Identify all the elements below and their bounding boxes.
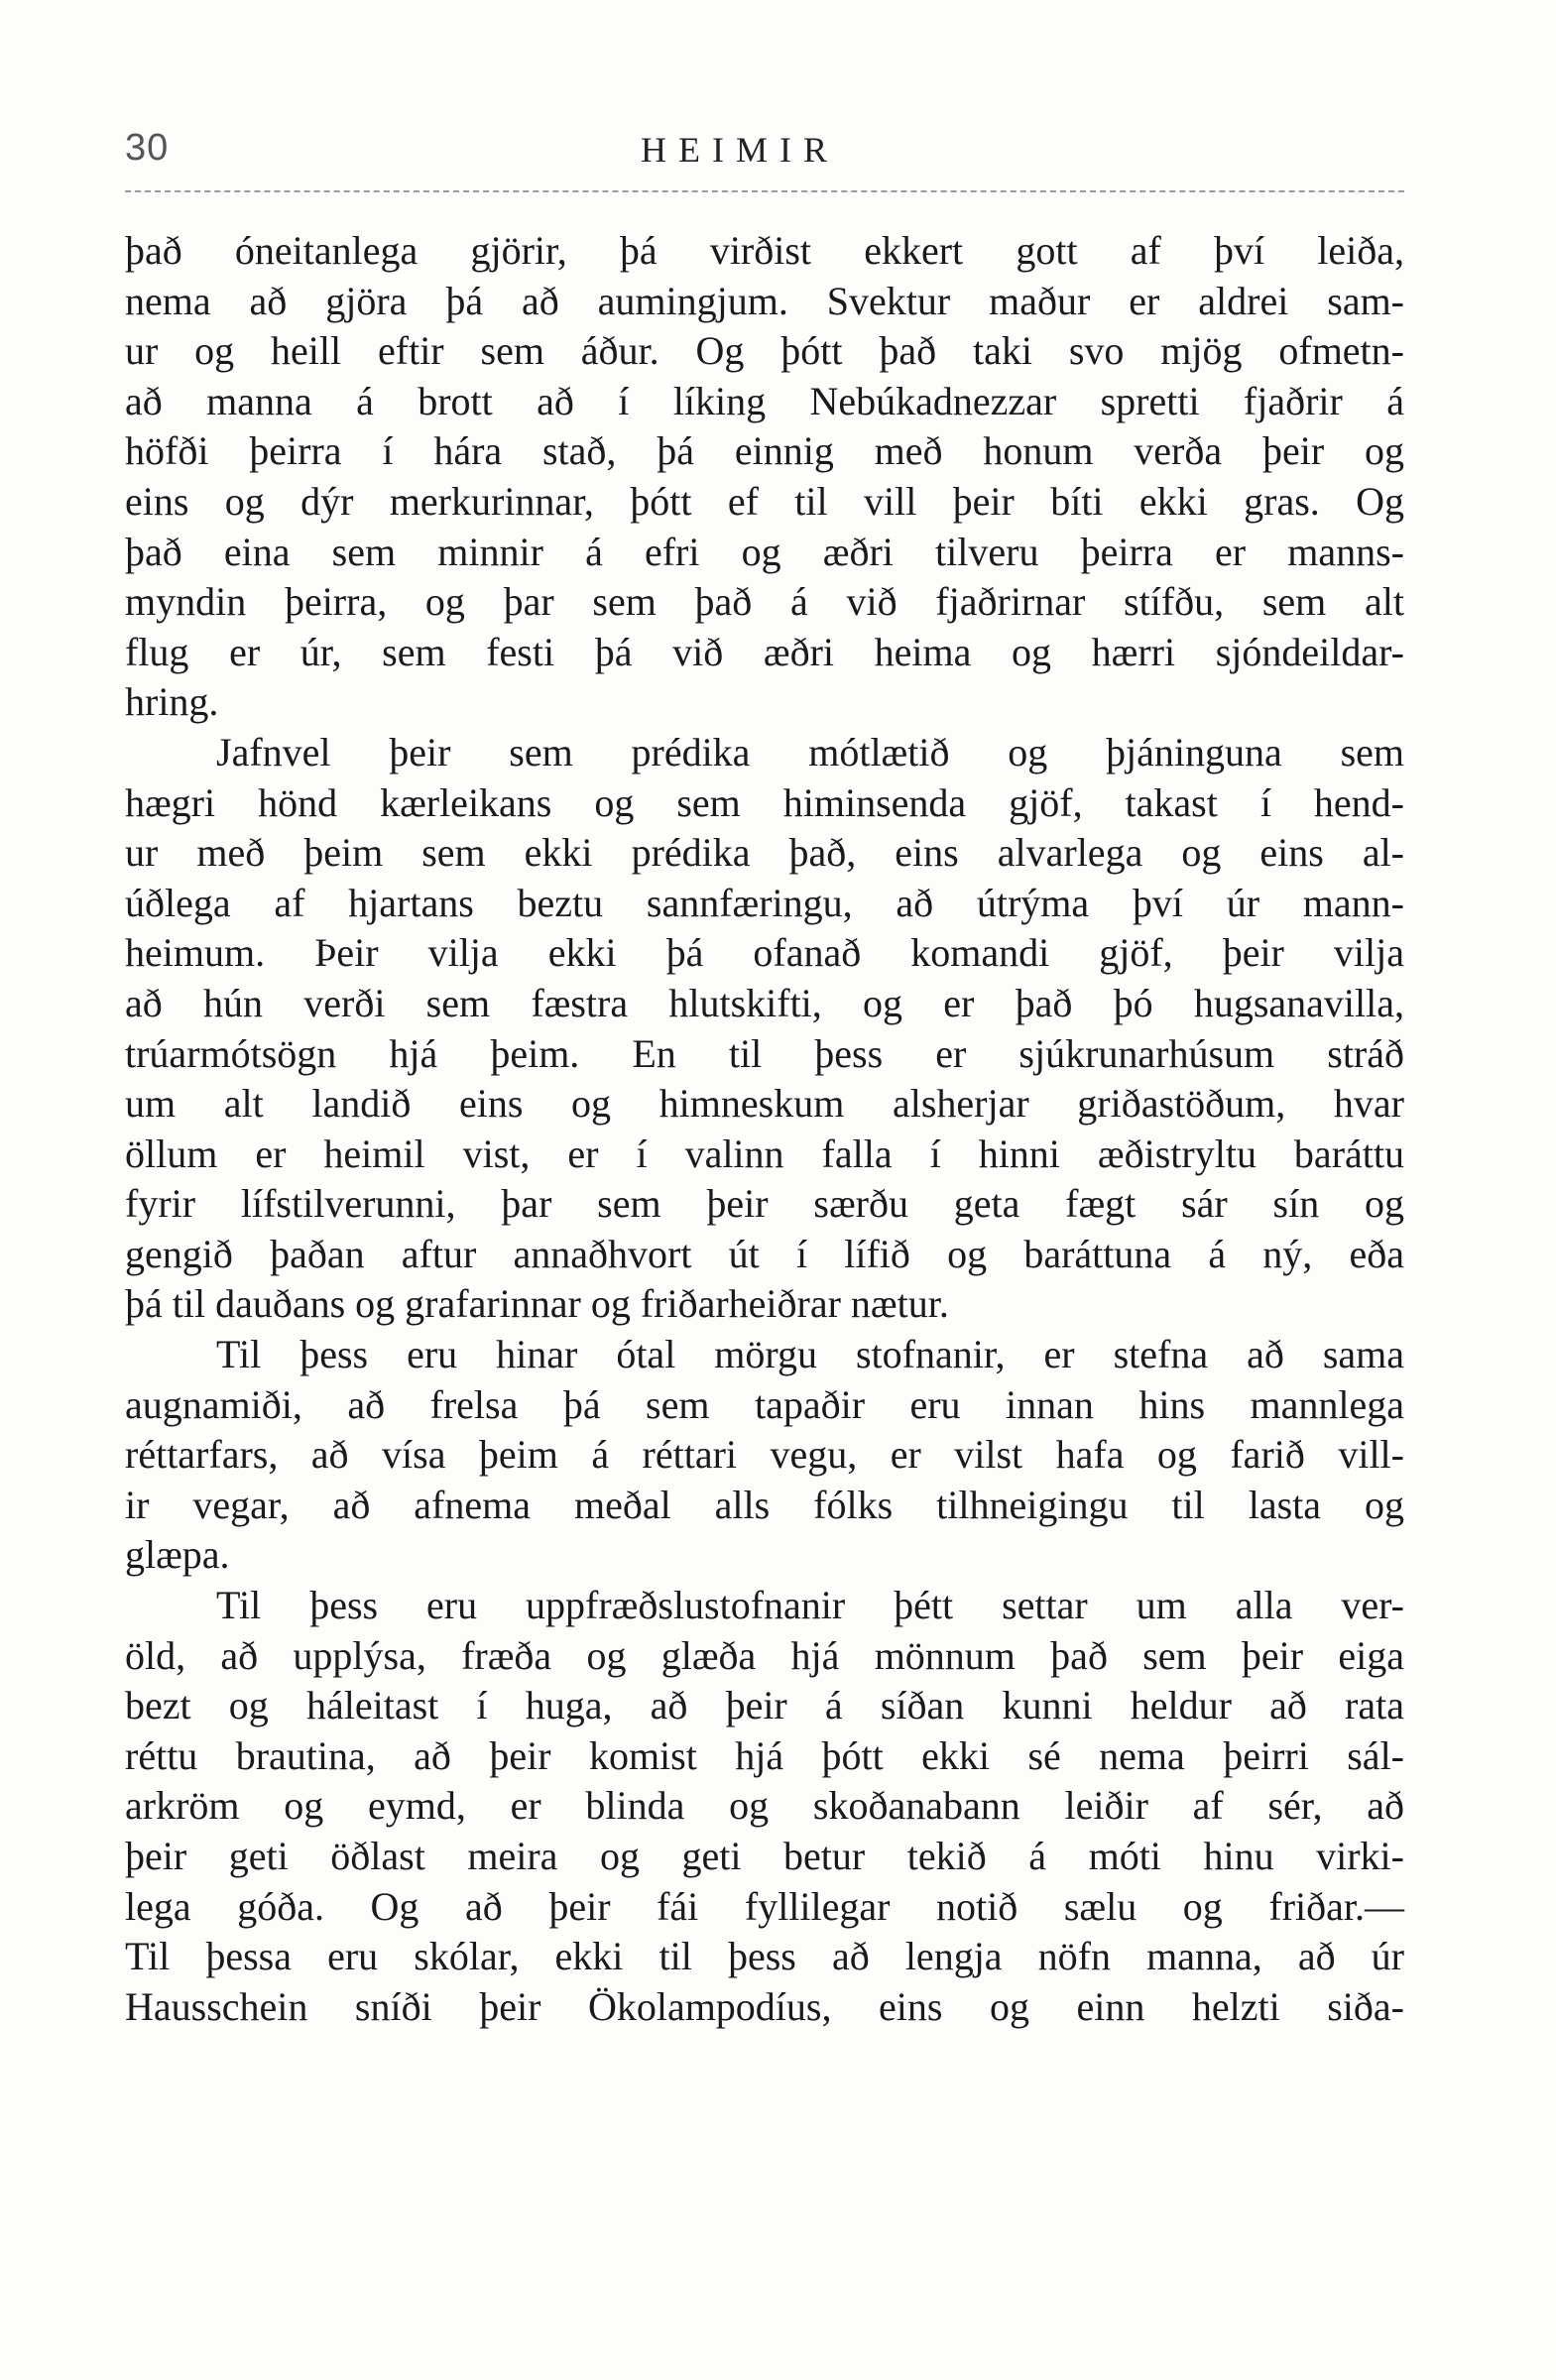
text-line: trúarmótsögn hjá þeim. En til þess er sjúkrunarhúsum stráð <box>125 1030 1404 1076</box>
text-line: að manna á brott að í líking Nebúkadnezzar spretti fjaðrir á <box>125 378 1404 423</box>
text-line: réttu brautina, að þeir komist hjá þótt ekki sé nema þeirri sál- <box>125 1732 1404 1778</box>
text-line: bezt og háleitast í huga, að þeir á síðan kunni heldur að rata <box>125 1683 1404 1728</box>
text-line: úðlega af hjartans beztu sannfæringu, að útrýma því úr mann- <box>125 880 1404 925</box>
text-line: arkröm og eymd, er blinda og skoðanabann leiðir af sér, að <box>125 1783 1404 1829</box>
text-line: myndin þeirra, og þar sem það á við fjaðrirnar stífðu, sem alt <box>125 579 1404 625</box>
text-line: um alt landið eins og himneskum alsherjar griðastöðum, hvar <box>125 1081 1404 1127</box>
text-line: augnamiði, að frelsa þá sem tapaðir eru innan hins mannlega <box>125 1381 1404 1427</box>
text-line: flug er úr, sem festi þá við æðri heima og hærri sjóndeildar- <box>125 629 1404 674</box>
text-line: hægri hönd kærleikans og sem himinsenda gjöf, takast í hend- <box>125 779 1404 825</box>
page-number: 30 <box>125 127 170 169</box>
body-text <box>125 226 1404 2032</box>
text-line: Jafnvel þeir sem prédika mótlætið og þjáninguna sem <box>216 729 1404 774</box>
text-line: nema að gjöra þá að aumingjum. Svektur maður er aldrei sam- <box>125 278 1404 323</box>
running-title: HEIMIR <box>641 130 839 170</box>
text-line: eins og dýr merkurinnar, þótt ef til vill þeir bíti ekki gras. Og <box>125 478 1404 524</box>
text-line: þá til dauðans og grafarinnar og friðarheiðrar nætur. <box>125 1281 949 1327</box>
text-line: ur og heill eftir sem áður. Og þótt það taki svo mjög ofmetn- <box>125 328 1404 374</box>
text-line: réttarfars, að vísa þeim á réttari vegu, er vilst hafa og farið vill- <box>125 1432 1404 1478</box>
text-line: gengið þaðan aftur annaðhvort út í lífið og baráttuna á ný, eða <box>125 1231 1404 1276</box>
text-line: ir vegar, að afnema meðal alls fólks tilhneigingu til lasta og <box>125 1482 1404 1527</box>
text-line: það óneitanlega gjörir, þá virðist ekkert gott af því leiða, <box>125 228 1404 273</box>
text-line: þeir geti öðlast meira og geti betur tekið á móti hinu virki- <box>125 1834 1404 1878</box>
text-line: öld, að upplýsa, fræða og glæða hjá mönnum það sem þeir eiga <box>125 1632 1404 1678</box>
text-line: glæpa. <box>125 1532 230 1578</box>
text-line: Hausschein sníði þeir Ökolampodíus, eins og einn helzti siða- <box>125 1983 1404 2029</box>
text-line: öllum er heimil vist, er í valinn falla í hinni æðistryltu baráttu <box>125 1130 1404 1176</box>
text-line: að hún verði sem fæstra hlutskifti, og er það þó hugsanavilla, <box>125 980 1404 1025</box>
text-line: það eina sem minnir á efri og æðri tilveru þeirra er manns- <box>125 529 1404 574</box>
text-line: Til þess eru uppfræðslustofnanir þétt settar um alla ver- <box>216 1583 1404 1628</box>
text-line: höfði þeirra í hára stað, þá einnig með honum verða þeir og <box>125 428 1404 474</box>
text-line: lega góða. Og að þeir fái fyllilegar notið sælu og friðar.— <box>125 1883 1404 1929</box>
text-line: heimum. Þeir vilja ekki þá ofanað komandi gjöf, þeir vilja <box>125 930 1404 976</box>
text-line: ur með þeim sem ekki prédika það, eins alvarlega og eins al- <box>125 830 1404 876</box>
text-line: hring. <box>125 679 219 725</box>
text-line: Til þessa eru skólar, ekki til þess að lengja nöfn manna, að úr <box>125 1934 1404 1979</box>
text-line: Til þess eru hinar ótal mörgu stofnanir, er stefna að sama <box>216 1332 1404 1377</box>
header-rule <box>125 190 1404 192</box>
page-header <box>125 127 1404 186</box>
text-line: fyrir lífstilverunni, þar sem þeir særðu geta fægt sár sín og <box>125 1181 1404 1227</box>
